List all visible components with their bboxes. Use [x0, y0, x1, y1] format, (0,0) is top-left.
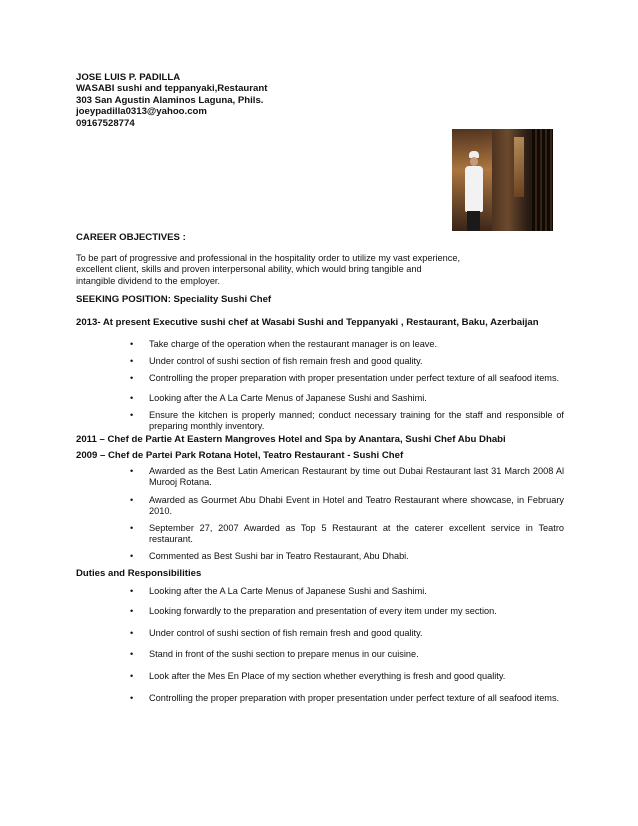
seeking-position: SEEKING POSITION: Speciality Sushi Chef — [76, 294, 272, 305]
objective-line: intangible dividend to the employer. — [76, 275, 221, 286]
current-employer: WASABI sushi and teppanyaki,Restaurant — [76, 83, 268, 95]
list-item: • Awarded as Gourmet Abu Dhabi Event in Hotel and Teatro Restaurant where showcase, in February 2010. — [149, 495, 564, 517]
list-item: • Commented as Best Sushi bar in Teatro Restaurant, Abu Dhabi. — [149, 551, 564, 562]
list-item: • Ensure the kitchen is properly manned; conduct necessary training for the staff and responsible of preparing monthly inventory. — [149, 410, 564, 432]
email-address: joeypadilla0313@yahoo.com — [76, 106, 207, 118]
list-item: • Looking after the A La Carte Menus of Japanese Sushi and Sashimi. — [149, 393, 564, 404]
list-item: • Under control of sushi section of fish remain fresh and good quality. — [149, 356, 564, 367]
list-item: • September 27, 2007 Awarded as Top 5 Restaurant at the caterer excellent service in Teatro restaurant. — [149, 523, 564, 545]
list-item: • Awarded as the Best Latin American Restaurant by time out Dubai Restaurant last 31 March 2008 Al Murooj Rotana. — [149, 466, 564, 488]
career-objectives-heading: CAREER OBJECTIVES : — [76, 232, 186, 243]
job-heading-rotana: 2009 – Chef de Partei Park Rotana Hotel, Teatro Restaurant - Sushi Chef — [76, 450, 404, 461]
career-objectives-text — [76, 253, 496, 287]
address: 303 San Agustin Alaminos Laguna, Phils. — [76, 94, 264, 106]
objective-line: To be part of progressive and professional in the hospitality order to utilize my vast experience, — [76, 253, 461, 263]
list-item: • Controlling the proper preparation with proper presentation under perfect texture of all seafood items. — [149, 373, 564, 384]
duties-heading: Duties and Responsibilities — [76, 568, 202, 579]
contact-header — [76, 72, 267, 129]
list-item: • Looking forwardly to the preparation and presentation of every item under my section. — [149, 606, 564, 617]
list-item: • Controlling the proper preparation with proper presentation under perfect texture of all seafood items. — [149, 693, 564, 704]
list-item: • Under control of sushi section of fish remain fresh and good quality. — [149, 628, 564, 639]
phone-number: 09167528774 — [76, 117, 135, 129]
list-item: • Looking after the A La Carte Menus of Japanese Sushi and Sashimi. — [149, 586, 564, 597]
objective-line: excellent client, skills and proven interpersonal ability, which would bring tangible and — [76, 264, 422, 275]
list-item: • Take charge of the operation when the restaurant manager is on leave. — [149, 339, 564, 350]
applicant-name: JOSE LUIS P. PADILLA — [76, 72, 181, 83]
job-heading-anantara: 2011 – Chef de Partie At Eastern Mangroves Hotel and Spa by Anantara, Sushi Chef Abu Dhabi — [76, 434, 506, 445]
list-item: • Stand in front of the sushi section to prepare menus in our cuisine. — [149, 649, 564, 660]
job-heading-wasabi: 2013- At present Executive sushi chef at Wasabi Sushi and Teppanyaki , Restaurant, Baku, Azerbaijan — [76, 317, 539, 328]
applicant-photo — [452, 129, 553, 231]
list-item: • Look after the Mes En Place of my section whether everything is fresh and good quality. — [149, 671, 564, 682]
